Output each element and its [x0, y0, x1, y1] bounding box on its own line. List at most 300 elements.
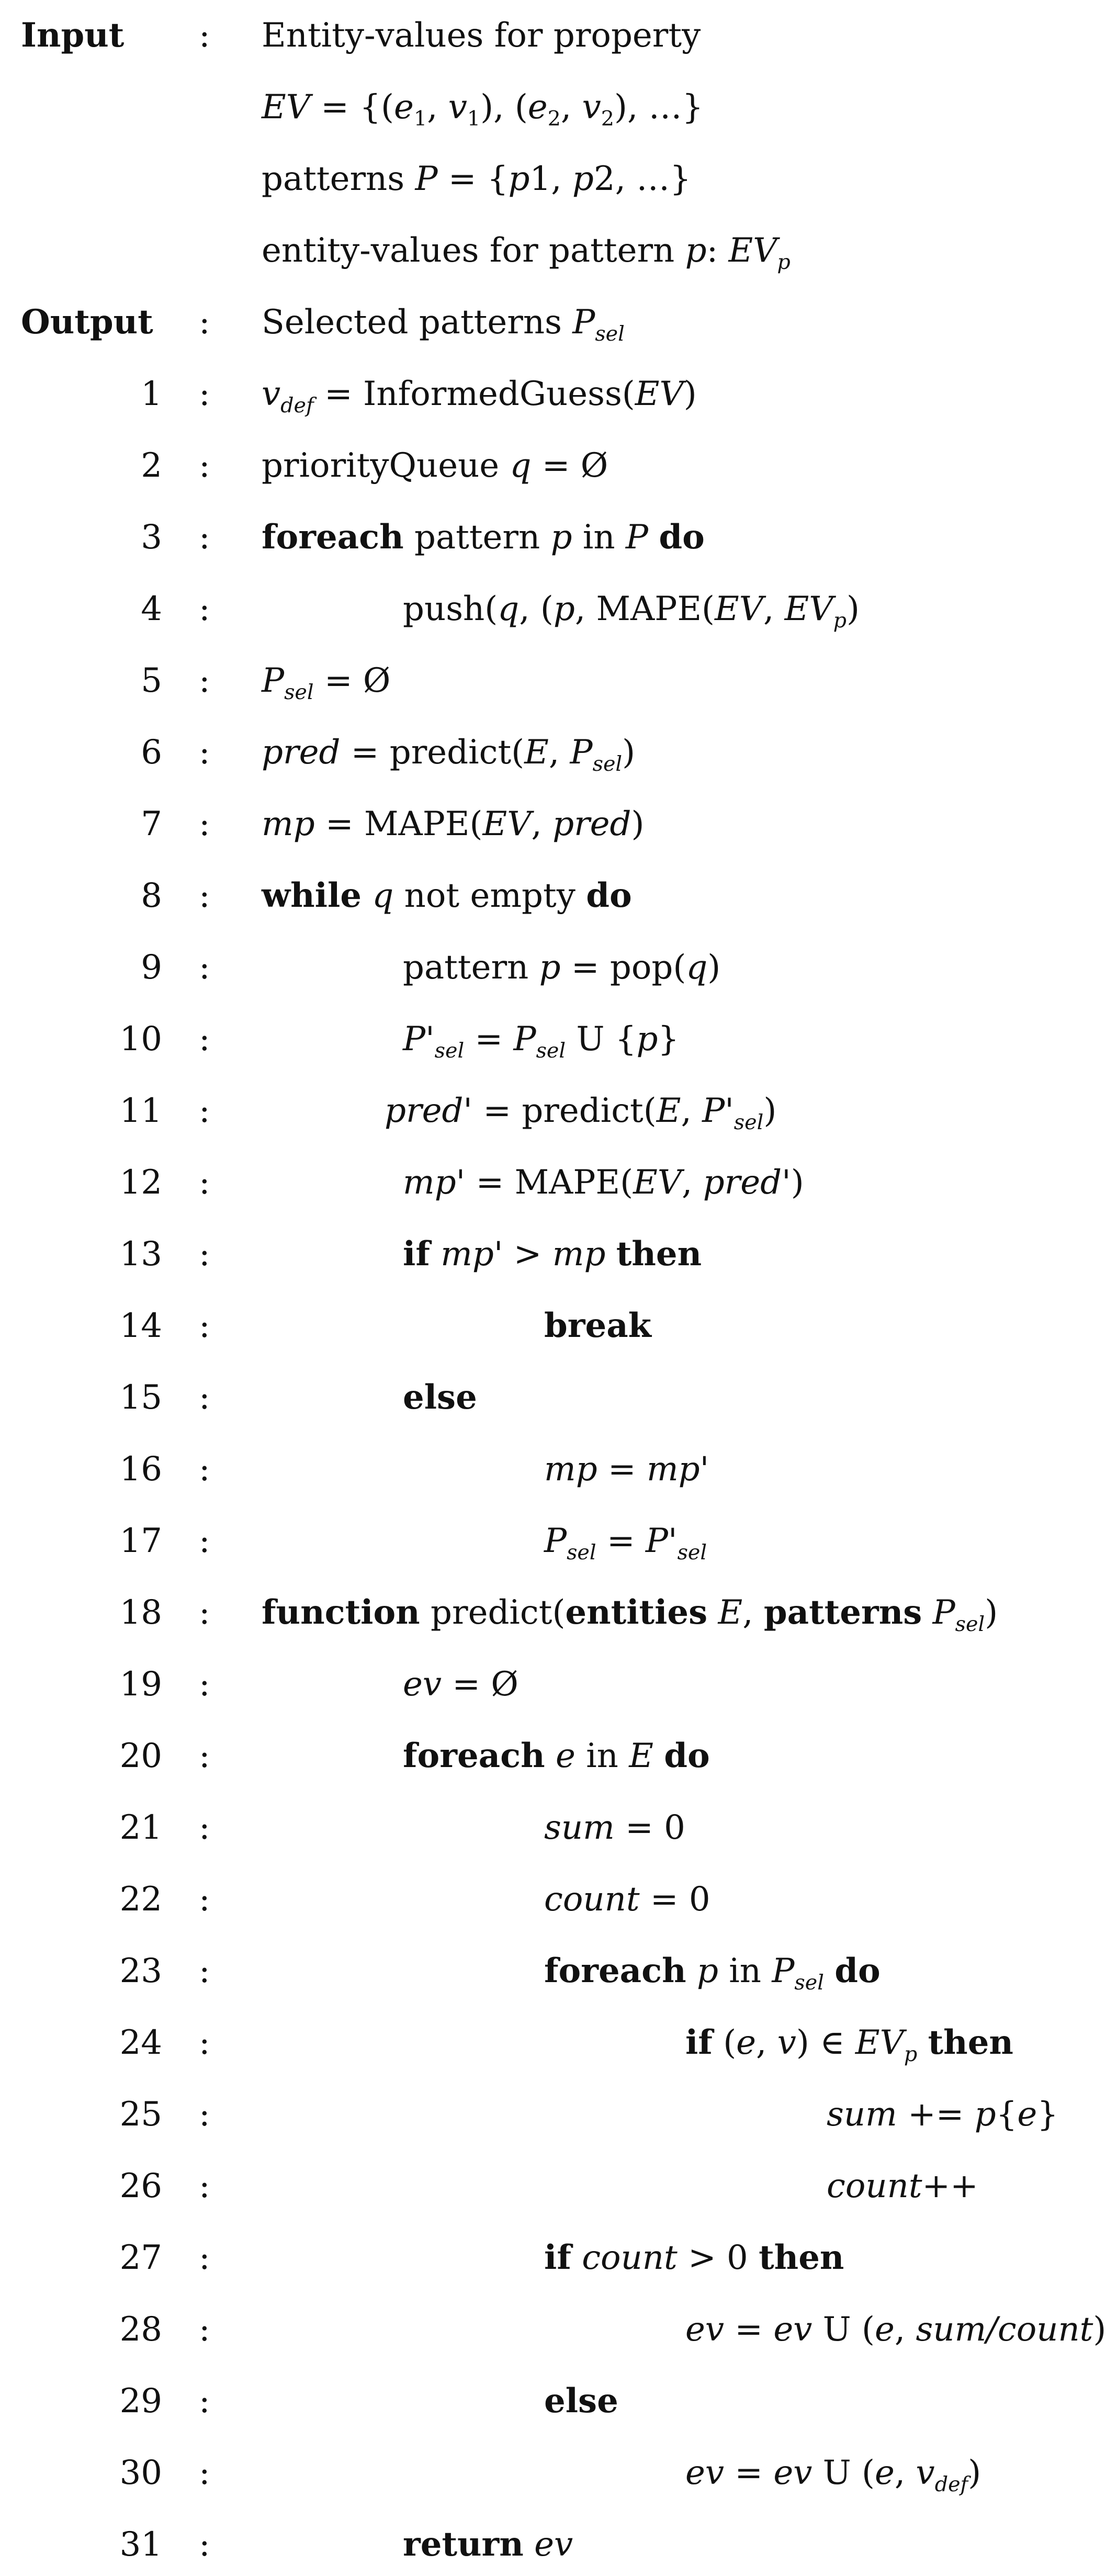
- header-label: Output: [21, 302, 153, 342]
- code-token: ) ∈: [796, 2023, 855, 2062]
- code-text: [827, 2155, 978, 2218]
- code-token: function: [262, 1593, 420, 1632]
- code-token: ): [763, 1092, 777, 1130]
- code-token: = MAPE(: [465, 1163, 634, 1202]
- code-token: ,: [548, 733, 570, 772]
- code-token: ,: [756, 2023, 777, 2062]
- code-token: count: [544, 1880, 640, 1919]
- line-number: 13: [119, 1235, 162, 1274]
- separator-colon: :: [199, 1880, 210, 1919]
- code-token: }: [658, 1020, 680, 1059]
- code-token: ,: [742, 1593, 764, 1632]
- line-number: 3: [141, 518, 162, 557]
- line-number: 11: [119, 1092, 162, 1130]
- separator-colon: :: [199, 16, 210, 55]
- code-token: }: [1037, 2095, 1058, 2134]
- code-token: = Ø: [313, 661, 391, 700]
- code-token: sel: [733, 1110, 764, 1134]
- code-token: U (: [812, 2310, 875, 2349]
- code-token: ,: [560, 88, 582, 127]
- header-text: [262, 4, 701, 67]
- code-token: Selected patterns: [262, 303, 573, 342]
- code-line: [0, 1366, 1093, 1429]
- code-token: count: [827, 2167, 922, 2206]
- header-continuation-row: [0, 219, 1093, 282]
- code-token: = 0: [614, 1808, 685, 1847]
- code-token: P': [403, 1020, 435, 1059]
- line-number: 12: [119, 1163, 162, 1202]
- line-number: 29: [119, 2382, 162, 2421]
- code-token: sel: [955, 1612, 985, 1636]
- code-token: :: [706, 231, 729, 270]
- code-token: ev: [685, 2310, 725, 2349]
- line-number: 30: [119, 2454, 162, 2492]
- code-token: mp': [646, 1450, 709, 1489]
- code-token: U (: [812, 2454, 875, 2492]
- code-token: e: [555, 1737, 575, 1775]
- code-line: [0, 2513, 1093, 2576]
- code-token: = MAPE(: [314, 805, 483, 843]
- code-line: [0, 864, 1093, 927]
- code-token: v: [916, 2454, 935, 2492]
- header-row-output: [0, 291, 1093, 354]
- code-token: EV: [728, 231, 777, 270]
- separator-colon: :: [199, 2382, 210, 2421]
- code-text: [403, 1151, 804, 1214]
- code-token: [824, 1952, 834, 1990]
- code-token: sel: [677, 1540, 707, 1565]
- code-token: then: [759, 2238, 844, 2277]
- code-text: [403, 578, 860, 652]
- code-line: [0, 1008, 1093, 1071]
- code-token: q: [510, 446, 532, 485]
- line-number: 22: [119, 1880, 162, 1919]
- code-line: [0, 2442, 1093, 2504]
- code-token: not empty: [393, 876, 586, 915]
- code-text: [403, 1366, 477, 1429]
- code-token: entities: [565, 1593, 708, 1632]
- separator-colon: :: [199, 2310, 210, 2349]
- code-token: EV: [855, 2023, 904, 2062]
- code-token: sel: [284, 680, 314, 704]
- code-token: = Ø: [531, 446, 608, 485]
- code-token: [430, 1235, 441, 1274]
- code-token: predict(: [420, 1593, 566, 1632]
- code-line: [0, 363, 1093, 425]
- code-token: ): [707, 948, 721, 987]
- header-text: [262, 76, 703, 150]
- code-text: [403, 1653, 518, 1716]
- code-line: [0, 793, 1093, 856]
- header-row-input: [0, 4, 1093, 67]
- code-token: [922, 1593, 932, 1632]
- code-text: [385, 1079, 776, 1154]
- code-token: if: [685, 2023, 713, 2062]
- code-token: ), …}: [614, 88, 704, 127]
- code-token: p: [904, 2042, 918, 2066]
- separator-colon: :: [199, 1522, 210, 1560]
- code-text: [827, 2083, 1058, 2146]
- line-number: 9: [141, 948, 162, 987]
- separator-colon: :: [199, 1808, 210, 1847]
- code-token: = predict(: [472, 1092, 657, 1130]
- code-token: [545, 1737, 556, 1775]
- line-number: 2: [141, 446, 162, 485]
- code-token: = InformedGuess(: [313, 375, 635, 413]
- code-token: v: [777, 2023, 796, 2062]
- separator-colon: :: [199, 1020, 210, 1059]
- separator-colon: :: [199, 303, 210, 342]
- code-text: [544, 1940, 881, 2014]
- code-token: [686, 1952, 697, 1990]
- separator-colon: :: [199, 446, 210, 485]
- code-token: ev: [685, 2454, 725, 2492]
- header-text: [262, 219, 791, 294]
- separator-colon: :: [199, 590, 210, 628]
- code-token: patterns: [763, 1593, 922, 1632]
- code-token: EV: [633, 1163, 682, 1202]
- code-token: ): [846, 590, 860, 628]
- code-token: ): [683, 375, 697, 413]
- header-continuation-row: [0, 148, 1093, 210]
- code-token: =: [597, 1450, 647, 1489]
- line-number: 20: [119, 1737, 162, 1775]
- code-token: ,: [894, 2454, 916, 2492]
- code-token: sum: [544, 1808, 615, 1847]
- code-token: EV: [482, 805, 532, 843]
- code-token: ev: [403, 1665, 442, 1704]
- code-line: [0, 721, 1093, 784]
- separator-colon: :: [199, 1307, 210, 1345]
- code-token: p: [685, 231, 707, 270]
- code-token: q: [686, 948, 708, 987]
- line-number: 17: [119, 1522, 162, 1560]
- code-text: [685, 2011, 1013, 2086]
- code-line: [0, 1725, 1093, 1787]
- code-token: = 0: [639, 1880, 710, 1919]
- line-number: 18: [119, 1593, 162, 1632]
- line-number: 4: [141, 590, 162, 628]
- line-number: 21: [119, 1808, 162, 1847]
- code-line: [0, 2083, 1093, 2146]
- code-token: do: [664, 1736, 710, 1775]
- code-token: pred: [552, 805, 631, 843]
- code-line: [0, 1295, 1093, 1357]
- code-line: [0, 649, 1093, 712]
- code-text: [403, 936, 720, 999]
- code-token: P: [625, 518, 648, 557]
- code-token: else: [403, 1378, 477, 1417]
- code-token: ), (: [480, 88, 528, 127]
- separator-colon: :: [199, 876, 210, 915]
- code-token: = pop(: [560, 948, 686, 987]
- code-text: [685, 2298, 1106, 2361]
- code-token: P: [932, 1593, 955, 1632]
- code-token: E: [656, 1092, 681, 1130]
- code-token: priorityQueue: [262, 446, 510, 485]
- line-number: 7: [141, 805, 162, 843]
- code-line: [0, 1510, 1093, 1572]
- code-token: else: [544, 2381, 618, 2421]
- code-token: foreach: [403, 1736, 545, 1775]
- code-token: [571, 2238, 582, 2277]
- code-token: break: [544, 1306, 651, 1345]
- line-number: 6: [141, 733, 162, 772]
- separator-colon: :: [199, 2023, 210, 2062]
- code-token: e: [527, 88, 548, 127]
- code-token: P': [645, 1522, 678, 1560]
- code-token: ev: [773, 2310, 812, 2349]
- code-token: =: [724, 2310, 774, 2349]
- code-token: > 0: [677, 2238, 759, 2277]
- code-token: P': [702, 1092, 734, 1130]
- code-token: ): [968, 2454, 981, 2492]
- code-token: (: [712, 2023, 737, 2062]
- line-number: 25: [119, 2095, 162, 2134]
- separator-colon: :: [199, 1378, 210, 1417]
- code-token: v: [262, 375, 281, 413]
- code-token: [653, 1737, 664, 1775]
- header-continuation-row: [0, 76, 1093, 139]
- code-token: v: [582, 88, 601, 127]
- separator-colon: :: [199, 2238, 210, 2277]
- code-token: pred': [703, 1163, 791, 1202]
- code-text: [544, 1796, 685, 1859]
- code-token: [648, 518, 659, 557]
- code-text: [403, 2513, 573, 2576]
- separator-colon: :: [199, 2525, 210, 2564]
- code-token: ): [1093, 2310, 1106, 2349]
- code-line: [0, 936, 1093, 999]
- code-token: if: [544, 2238, 571, 2277]
- code-token: pred: [262, 733, 341, 772]
- header-label: Input: [21, 16, 125, 55]
- header-text: [262, 291, 625, 365]
- code-token: in: [575, 1737, 629, 1775]
- code-token: [524, 2525, 534, 2564]
- code-token: P: [262, 661, 285, 700]
- code-token: sum: [827, 2095, 897, 2134]
- code-line: [0, 1079, 1093, 1142]
- header-text: [262, 148, 691, 210]
- separator-colon: :: [199, 948, 210, 987]
- code-token: do: [834, 1951, 881, 1990]
- code-token: 2: [601, 106, 614, 131]
- separator-colon: :: [199, 2454, 210, 2492]
- code-text: [403, 1725, 710, 1787]
- code-token: ,: [681, 1092, 703, 1130]
- code-token: def: [934, 2472, 968, 2496]
- code-text: [544, 1510, 707, 1584]
- code-token: e: [1017, 2095, 1037, 2134]
- code-token: def: [280, 393, 314, 418]
- code-token: [362, 876, 372, 915]
- code-token: foreach: [544, 1951, 686, 1990]
- code-token: = predict(: [340, 733, 525, 772]
- separator-colon: :: [199, 1665, 210, 1704]
- code-line: [0, 1868, 1093, 1931]
- code-token: ,: [427, 88, 448, 127]
- line-number: 10: [119, 1020, 162, 1059]
- code-token: P: [544, 1522, 567, 1560]
- line-number: 15: [119, 1378, 162, 1417]
- code-token: ): [985, 1593, 998, 1632]
- code-token: q: [372, 876, 394, 915]
- code-token: sel: [794, 1970, 824, 1995]
- code-token: ev: [534, 2525, 573, 2564]
- code-text: [544, 1295, 651, 1357]
- code-token: p: [550, 518, 572, 557]
- line-number: 19: [119, 1665, 162, 1704]
- code-token: mp: [262, 805, 315, 843]
- code-text: [544, 1438, 709, 1501]
- code-token: mp': [441, 1235, 503, 1274]
- code-text: [544, 2226, 844, 2289]
- code-token: =: [464, 1020, 514, 1059]
- code-token: while: [262, 876, 362, 915]
- code-token: push(: [403, 590, 498, 628]
- code-line: [0, 2298, 1106, 2361]
- code-token: pattern: [403, 948, 539, 987]
- separator-colon: :: [199, 661, 210, 700]
- code-line: [0, 434, 1093, 497]
- code-token: in: [572, 518, 626, 557]
- code-token: e: [393, 88, 414, 127]
- code-token: P: [513, 1020, 536, 1059]
- code-token: E: [524, 733, 549, 772]
- code-token: 2: [547, 106, 561, 131]
- code-token: P: [415, 160, 438, 198]
- code-token: sel: [592, 751, 623, 776]
- code-text: [262, 434, 608, 497]
- code-token: EV: [635, 375, 684, 413]
- code-text: [262, 649, 390, 724]
- code-line: [0, 1223, 1093, 1286]
- code-text: [262, 1581, 998, 1656]
- code-token: =: [724, 2454, 774, 2492]
- code-token: {: [996, 2095, 1018, 2134]
- code-token: e: [874, 2454, 895, 2492]
- code-token: EV: [262, 88, 310, 127]
- line-number: 8: [141, 876, 162, 915]
- code-token: ,: [531, 805, 553, 843]
- separator-colon: :: [199, 2095, 210, 2134]
- code-token: ): [631, 805, 645, 843]
- code-token: = {: [437, 160, 509, 198]
- code-line: [0, 1151, 1093, 1214]
- code-token: p: [508, 160, 530, 198]
- code-line: [0, 1581, 1093, 1644]
- separator-colon: :: [199, 1163, 210, 1202]
- line-number: 23: [119, 1952, 162, 1990]
- code-token: ,: [682, 1163, 703, 1202]
- separator-colon: :: [199, 733, 210, 772]
- code-line: [0, 1653, 1093, 1716]
- code-token: P: [570, 733, 593, 772]
- code-token: e: [874, 2310, 895, 2349]
- code-token: p: [636, 1020, 658, 1059]
- code-token: EV: [784, 590, 833, 628]
- code-text: [262, 793, 644, 856]
- code-token: if: [403, 1234, 430, 1274]
- code-token: p: [777, 250, 791, 274]
- separator-colon: :: [199, 2167, 210, 2206]
- code-token: sel: [434, 1038, 465, 1063]
- code-token: foreach: [262, 518, 404, 557]
- code-text: [262, 506, 705, 569]
- code-token: = {(: [310, 88, 394, 127]
- code-token: p: [553, 590, 575, 628]
- code-token: EV: [715, 590, 763, 628]
- line-number: 16: [119, 1450, 162, 1489]
- code-token: ): [622, 733, 636, 772]
- code-token: E: [629, 1737, 653, 1775]
- code-text: [544, 1868, 710, 1931]
- code-token: , MAPE(: [574, 590, 715, 628]
- code-token: sum/count: [916, 2310, 1093, 2349]
- code-token: q: [498, 590, 520, 628]
- code-token: mp: [544, 1450, 597, 1489]
- line-number: 14: [119, 1307, 162, 1345]
- code-token: p: [539, 948, 561, 987]
- separator-colon: :: [199, 1235, 210, 1274]
- code-token: 2, …}: [593, 160, 691, 198]
- code-text: [262, 864, 632, 927]
- line-number: 26: [119, 2167, 162, 2206]
- code-token: mp': [403, 1163, 466, 1202]
- code-text: [403, 1223, 702, 1286]
- code-token: mp: [552, 1235, 606, 1274]
- separator-colon: :: [199, 518, 210, 557]
- separator-colon: :: [199, 805, 210, 843]
- code-line: [0, 1940, 1093, 2003]
- code-token: Entity-values for property: [262, 16, 701, 55]
- code-token: E: [718, 1593, 743, 1632]
- line-number: 24: [119, 2023, 162, 2062]
- code-token: [707, 1593, 718, 1632]
- code-token: ,: [763, 590, 785, 628]
- code-token: sel: [595, 321, 625, 346]
- code-token: in: [718, 1952, 772, 1990]
- separator-colon: :: [199, 1952, 210, 1990]
- code-token: p: [572, 160, 594, 198]
- code-text: [544, 2370, 618, 2433]
- code-text: [262, 363, 697, 437]
- line-number: 27: [119, 2238, 162, 2277]
- line-number: 5: [141, 661, 162, 700]
- code-token: [605, 1235, 616, 1274]
- code-token: entity-values for pattern: [262, 231, 685, 270]
- code-line: [0, 2155, 1093, 2218]
- code-token: +=: [897, 2095, 975, 2134]
- code-line: [0, 1438, 1093, 1501]
- line-number: 28: [119, 2310, 162, 2349]
- code-token: do: [586, 876, 632, 915]
- code-token: >: [503, 1235, 552, 1274]
- code-token: p: [974, 2095, 996, 2134]
- separator-colon: :: [199, 1737, 210, 1775]
- code-token: [917, 2023, 928, 2062]
- code-token: sel: [567, 1540, 596, 1565]
- code-line: [0, 2370, 1093, 2433]
- code-token: pattern: [403, 518, 551, 557]
- separator-colon: :: [199, 1593, 210, 1632]
- code-text: [262, 721, 635, 795]
- separator-colon: :: [199, 1450, 210, 1489]
- code-token: ++: [922, 2167, 978, 2206]
- code-token: U {: [566, 1020, 637, 1059]
- line-number: 1: [141, 375, 162, 413]
